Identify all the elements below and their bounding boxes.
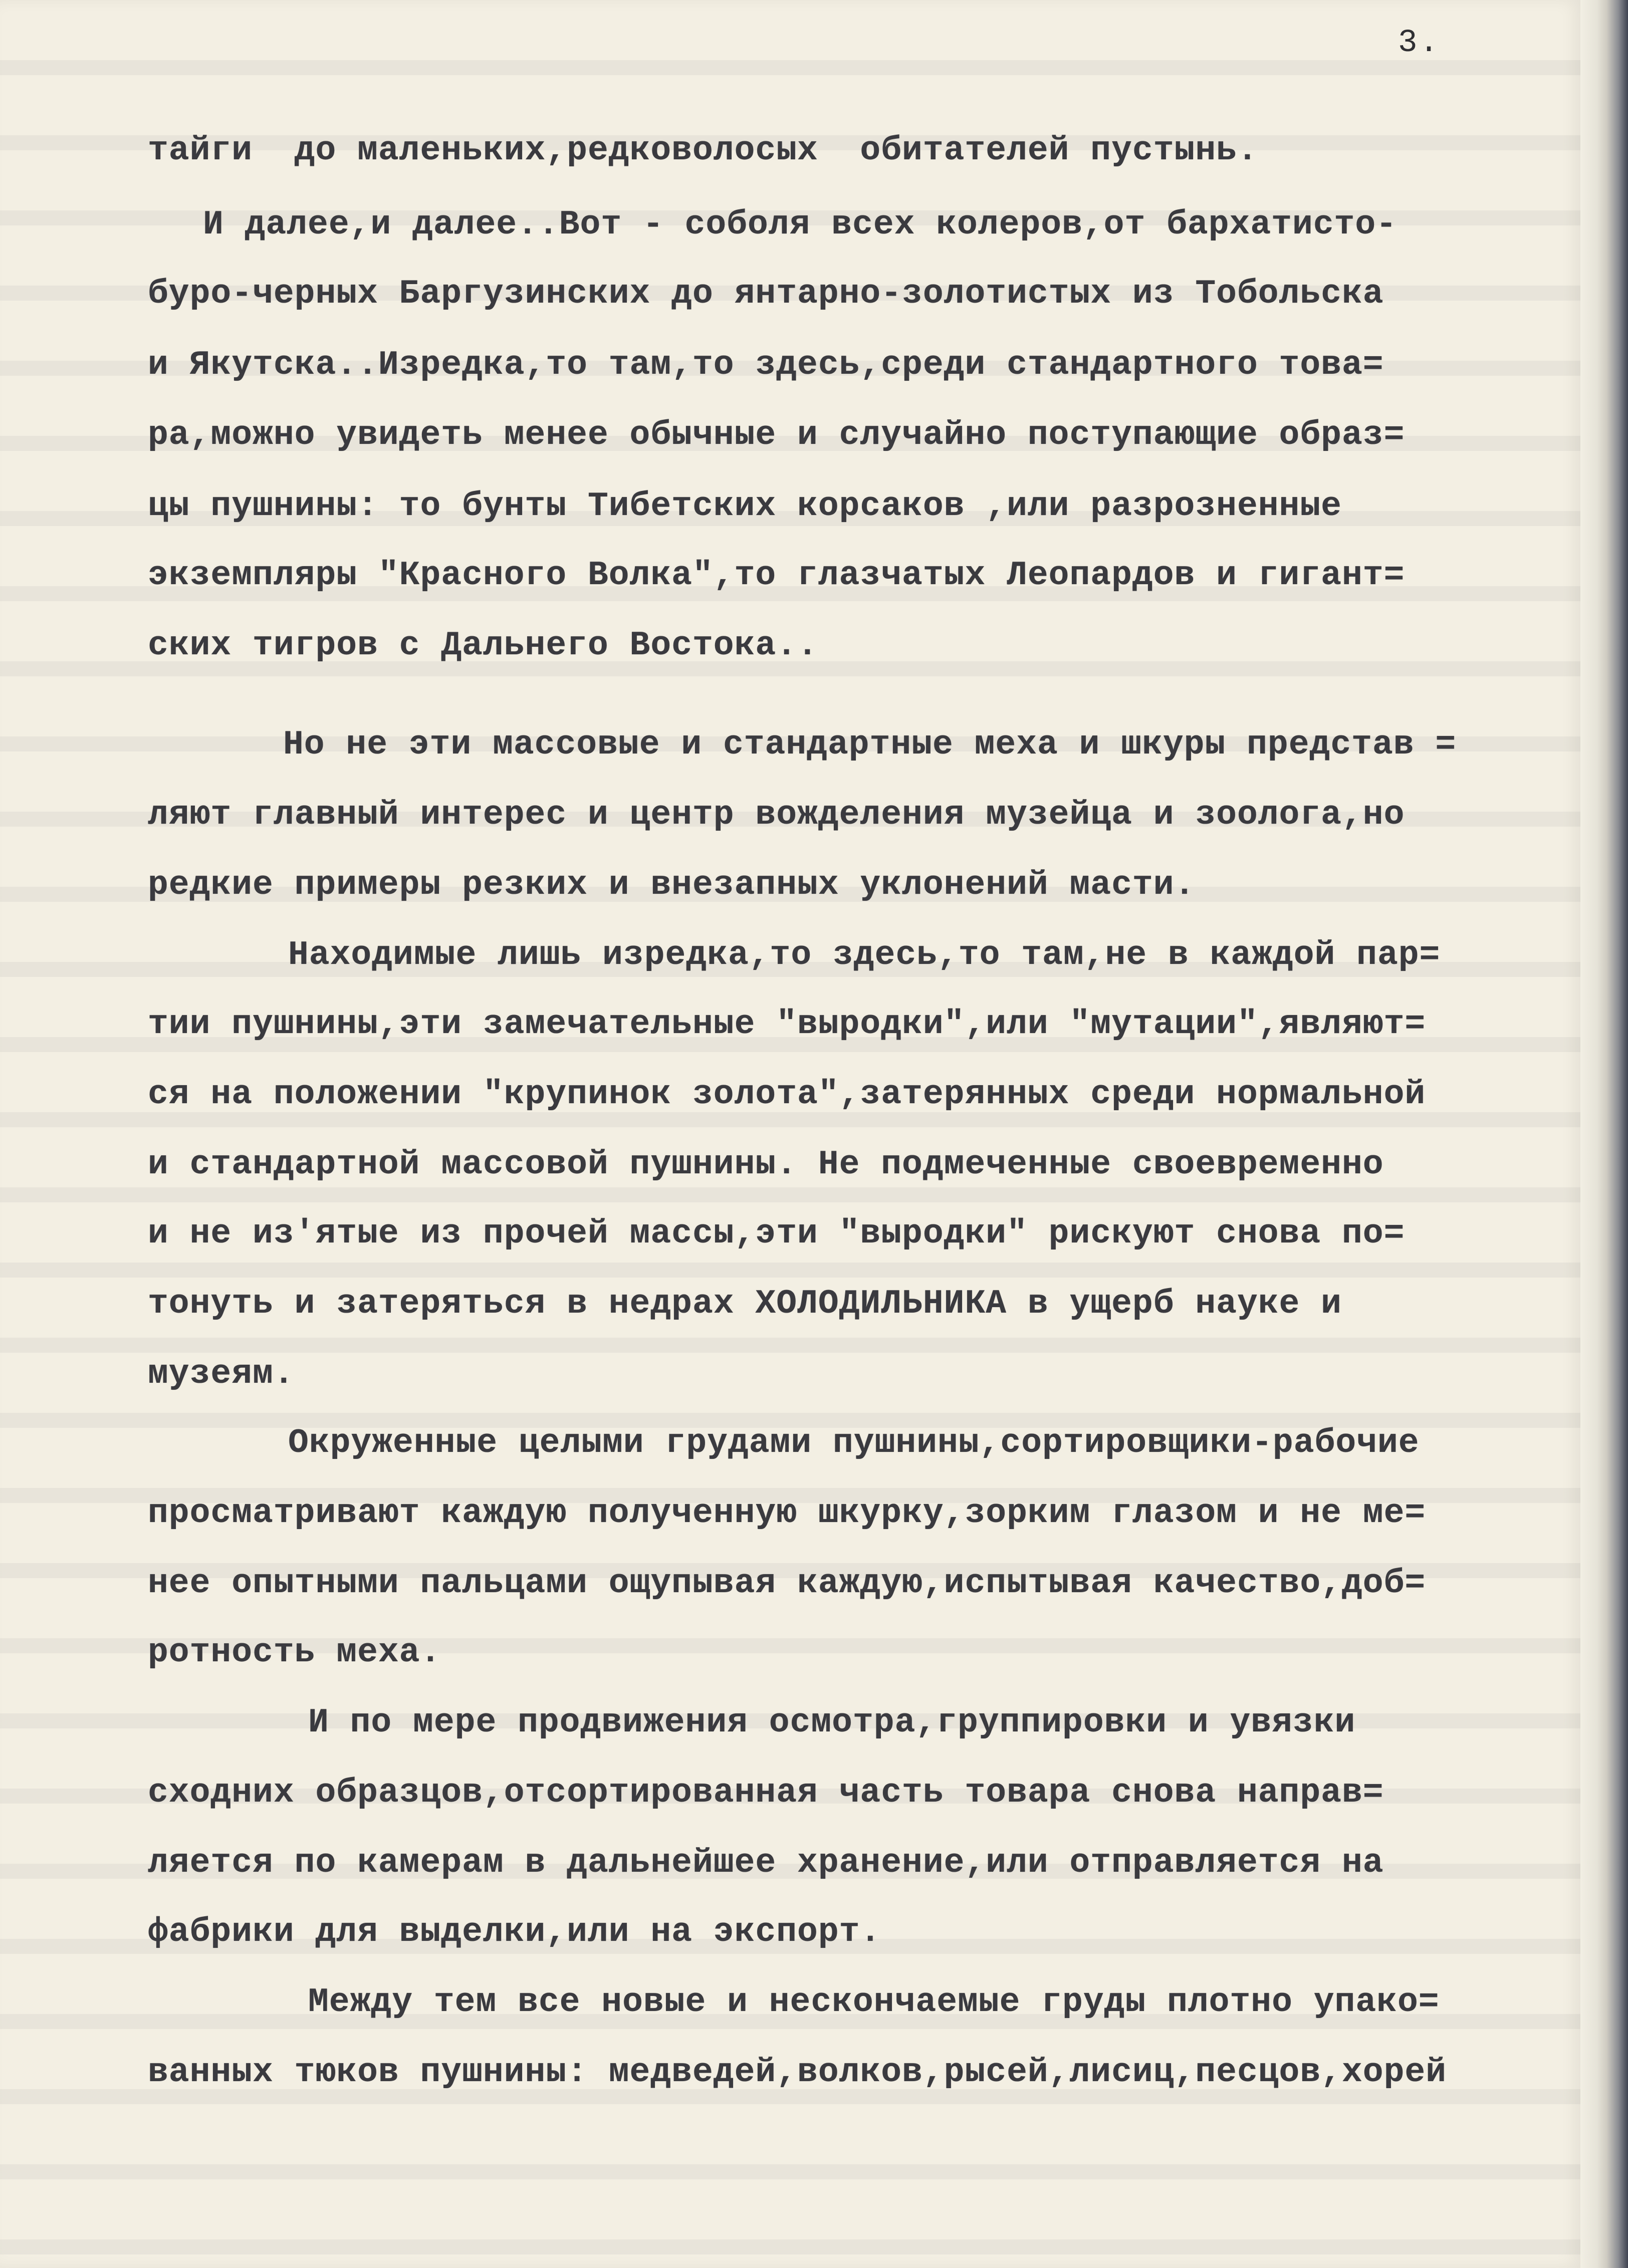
text-line: нее опытными пальцами ощупывая каждую,испытывая качество,доб=	[148, 1564, 1426, 1603]
text-line: буро-черных Баргузинских до янтарно-золотистых из Тобольска	[148, 275, 1384, 313]
text-line: ванных тюков пушнины: медведей,волков,рысей,лисиц,песцов,хорей	[148, 2053, 1447, 2092]
text-line: и не из'ятые из прочей массы,эти "выродки" рискуют снова по=	[148, 1214, 1405, 1253]
text-line: ся на положении "крупинок золота",затерянных среди нормальной	[148, 1075, 1426, 1114]
text-line: сходних образцов,отсортированная часть товара снова направ=	[148, 1774, 1384, 1812]
text-line: цы пушнины: то бунты Тибетских корсаков ,или разрозненные	[148, 487, 1342, 526]
text-line: Но не эти массовые и стандартные меха и шкуры представ =	[283, 725, 1457, 764]
text-line: Между тем все новые и нескончаемые груды плотно упако=	[308, 1983, 1440, 2022]
text-line: музеям.	[148, 1355, 295, 1393]
text-line: и стандартной массовой пушнины. Не подмеченные своевременно	[148, 1145, 1384, 1184]
text-line: редкие примеры резких и внезапных уклонений масти.	[148, 866, 1196, 904]
text-line: экземпляры "Красного Волка",то глазчатых Леопардов и гигант=	[148, 556, 1405, 595]
text-line: и Якутска..Изредка,то там,то здесь,среди стандартного това=	[148, 346, 1384, 384]
text-line: ляют главный интерес и центр вожделения музейца и зоолога,но	[148, 796, 1405, 834]
text-line: фабрики для выделки,или на экспорт.	[148, 1913, 881, 1951]
text-line: ляется по камерам в дальнейшее хранение,или отправляется на	[148, 1844, 1384, 1882]
text-line: Находимые лишь изредка,то здесь,то там,не в каждой пар=	[288, 936, 1441, 974]
page-edge	[1580, 0, 1628, 2268]
text-line: И далее,и далее..Вот - соболя всех колеров,от бархатисто-	[203, 205, 1397, 244]
text-line: просматривают каждую полученную шкурку,зорким глазом и не ме=	[148, 1494, 1426, 1533]
text-line: ских тигров с Дальнего Востока..	[148, 626, 818, 665]
text-line: тонуть и затеряться в недрах ХОЛОДИЛЬНИКА в ущерб науке и	[148, 1285, 1342, 1323]
text-line: тайги до маленьких,редковолосых обитателей пустынь.	[148, 131, 1258, 170]
text-line: ра,можно увидеть менее обычные и случайно поступающие образ=	[148, 416, 1405, 454]
text-line: И по мере продвижения осмотра,группировки и увязки	[308, 1703, 1356, 1742]
page-number: 3.	[1398, 25, 1441, 61]
text-line: ротность меха.	[148, 1633, 441, 1672]
text-line: тии пушнины,эти замечательные "выродки",или "мутации",являют=	[148, 1005, 1426, 1044]
text-line: Окруженные целыми грудами пушнины,сортировщики-рабочие	[288, 1424, 1420, 1462]
